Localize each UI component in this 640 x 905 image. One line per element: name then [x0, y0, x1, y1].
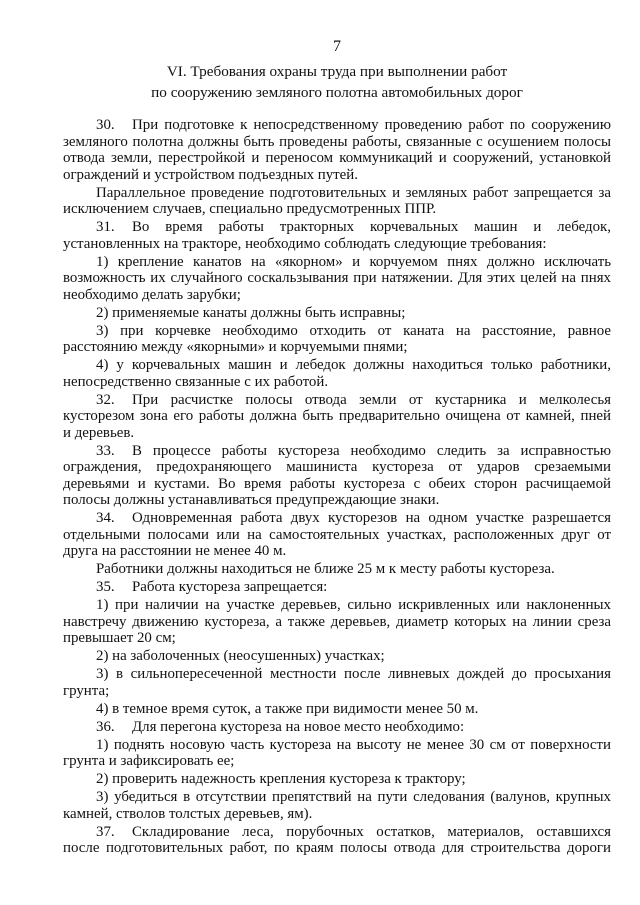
clause-text: При расчистке полосы отвода земли от кустарника и мелколесья [132, 391, 611, 408]
clause-number: 31. [96, 219, 115, 235]
document-body [63, 117, 611, 858]
text-line: грунта; [63, 682, 110, 699]
text-line: грунта и зафиксировать ее; [63, 753, 235, 769]
clause-number: 35. [96, 579, 115, 595]
text-line [63, 579, 611, 596]
clause-number: 37. [96, 823, 115, 840]
paragraph [63, 323, 611, 356]
paragraph [63, 185, 611, 218]
text-line: Работники должны находиться не ближе 25 м к месту работы кустореза. [96, 561, 555, 577]
text-line [63, 392, 611, 409]
paragraph [63, 648, 611, 665]
paragraph [63, 737, 611, 770]
text-line: непосредственно связанные с их работой. [63, 373, 329, 390]
section-title-line-2: по сооружению земляного полотна автомобильных дорог [151, 84, 523, 101]
clause-number: 33. [96, 442, 115, 459]
paragraph [63, 561, 611, 578]
paragraph [63, 357, 611, 390]
text-line [63, 117, 611, 134]
paragraph [63, 666, 611, 699]
text-line [63, 824, 611, 841]
paragraph [63, 771, 611, 788]
text-line: 1) крепление канатов на «якорном» и корчуемом пнях должно исключать [96, 253, 611, 270]
text-line: 2) проверить надежность крепления кустореза к трактору; [96, 771, 466, 787]
clause-text: Во время работы тракторных корчевальных машин и лебедок, [132, 219, 611, 235]
text-line: расстоянию между «якорными» и корчуемыми пнями; [63, 339, 408, 355]
paragraph [63, 254, 611, 304]
text-line: камней, стволов толстых деревьев, ям). [63, 805, 313, 822]
text-line: превышает 20 см; [63, 630, 176, 646]
clause-text: Одновременная работа двух кусторезов на одном участке разрешается [132, 510, 611, 526]
clause-32 [63, 392, 611, 442]
text-line: земляного полотна должны быть проведены работы, связанные с осушением полосы [63, 133, 611, 150]
clause-31 [63, 219, 611, 252]
text-line: 1) поднять носовую часть кустореза на высоту не менее 30 см от поверхности [96, 736, 611, 753]
clause-text: Складирование леса, порубочных остатков, материалов, оставшихся [132, 823, 611, 840]
section-title [0, 61, 640, 103]
text-line: ограждения, предохраняющего машиниста кустореза от ударов срезаемыми [63, 459, 611, 475]
text-line: 3) в сильнопересеченной местности после ливневых дождей до просыхания [96, 666, 611, 682]
clause-text: Для перегона кустореза на новое место необходимо: [132, 718, 465, 735]
text-line: отвода земли, перестройкой и переносом коммуникаций и сооружений, установкой [63, 150, 611, 166]
text-line: отдельными полосами или на самостоятельных участках, расположенных друг от [63, 526, 611, 543]
text-line: 1) при наличии на участке деревьев, сильно искривленных или наклоненных [96, 597, 611, 613]
text-line [63, 443, 611, 460]
text-line: исключением случаев, специально предусмотренных ППР. [63, 201, 437, 217]
paragraph [63, 789, 611, 822]
clause-34 [63, 510, 611, 560]
text-line: после подготовительных работ, по краям полосы отвода для строительства дороги [63, 840, 611, 856]
clause-text: Работа кустореза запрещается: [132, 579, 328, 595]
text-line: 3) при корчевке необходимо отходить от каната на расстояние, равное [96, 322, 611, 339]
section-title-line-1: VI. Требования охраны труда при выполнении работ [166, 63, 508, 80]
text-line [63, 719, 611, 736]
text-line: Параллельное проведение подготовительных и земляных работ запрещается за [96, 184, 611, 201]
paragraph [63, 305, 611, 322]
text-line: 4) у корчевальных машин и лебедок должны находиться только работники, [96, 357, 611, 373]
text-line: полосы должны устанавливаться предупреждающие знаки. [63, 492, 440, 508]
paragraph [63, 701, 611, 718]
text-line: 2) применяемые канаты должны быть исправны; [96, 304, 406, 321]
text-line: 4) в темное время суток, а также при видимости менее 50 м. [96, 700, 479, 717]
page-number: 7 [333, 38, 341, 55]
clause-number: 30. [96, 117, 115, 133]
text-line: навстречу движению кустореза, а также деревьев, диаметр которых на линии среза [63, 613, 611, 630]
paragraph [63, 597, 611, 647]
text-line: установленных на тракторе, необходимо соблюдать следующие требования: [63, 235, 547, 252]
clause-30 [63, 117, 611, 183]
text-line: ограждений и устройством подъездных путей. [63, 166, 358, 183]
clause-number: 32. [96, 391, 115, 408]
text-line [63, 510, 611, 527]
clause-text: В процессе работы кустореза необходимо следить за исправностью [132, 442, 611, 459]
text-line: и деревьев. [63, 424, 135, 441]
text-line: 3) убедиться в отсутствии препятствий на пути следования (валунов, крупных [96, 789, 611, 805]
clause-number: 36. [96, 718, 115, 735]
text-line: кусторезом зона его работы должна быть предварительно очищена от камней, пней [63, 408, 611, 424]
clause-37 [63, 824, 611, 857]
text-line: необходимо делать зарубки; [63, 286, 241, 303]
text-line: 2) на заболоченных (неосушенных) участках; [96, 648, 385, 664]
clause-36 [63, 719, 611, 736]
text-line: деревьями и кустами. Во время работы кустореза с обеих сторон расчищаемой [63, 475, 611, 492]
clause-33 [63, 443, 611, 509]
text-line: друга на расстоянии не менее 40 м. [63, 543, 287, 559]
text-line [63, 219, 611, 236]
clause-number: 34. [96, 510, 115, 526]
clause-text: При подготовке к непосредственному проведению работ по сооружению [132, 117, 611, 133]
text-line: возможность их случайного соскальзывания при натяжении. Для этих целей на пнях [63, 270, 611, 286]
clause-35 [63, 579, 611, 596]
